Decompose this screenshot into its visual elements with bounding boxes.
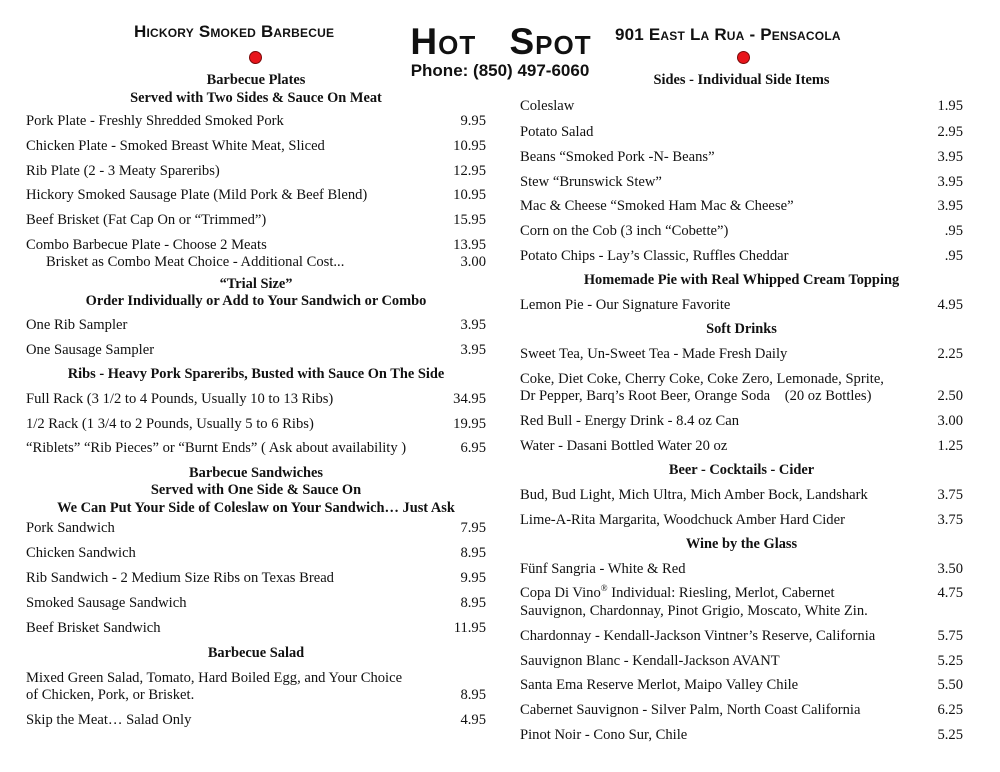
menu-item	[520, 585, 963, 620]
menu-item	[26, 595, 486, 613]
item-name: Mixed Green Salad, Tomato, Hard Boiled Egg, and Your Choice of Chicken, Pork, or Brisket.	[26, 669, 403, 704]
item-name: Sweet Tea, Un-Sweet Tea - Made Fresh Daily	[520, 345, 788, 362]
item-name: Beef Brisket (Fat Cap On or “Trimmed”)	[26, 212, 267, 229]
item-name: Lime-A-Rita Margarita, Woodchuck Amber Hard Cider	[520, 511, 845, 528]
item-name: Potato Salad	[520, 124, 594, 140]
item-name: Full Rack (3 1/2 to 4 Pounds, Usually 10 to 13 Ribs)	[26, 390, 334, 407]
menu-item	[520, 174, 963, 192]
item-name: Potato Chips - Lay’s Classic, Ruffles Cheddar	[520, 247, 789, 264]
red-dot-icon	[249, 51, 262, 64]
item-name: Santa Ema Reserve Merlot, Maipo Valley Chile	[520, 677, 799, 694]
section-barbecue-salad	[26, 645, 486, 729]
item-price: 9.95	[460, 569, 486, 586]
section-heading: “Trial Size”	[219, 275, 293, 292]
item-name: Chicken Plate - Smoked Breast White Meat, Sliced	[26, 137, 325, 154]
item-name: Pork Sandwich	[26, 520, 115, 537]
section-wine	[520, 536, 963, 744]
menu-item	[26, 342, 486, 360]
left-tagline: Hickory Smoked Barbecue	[134, 22, 335, 41]
menu-item	[520, 487, 963, 505]
item-price: 11.95	[453, 619, 486, 636]
item-name: Rib Sandwich - 2 Medium Size Ribs on Texas Bread	[26, 569, 334, 586]
item-name: Sauvignon Blanc - Kendall-Jackson AVANT	[520, 652, 780, 669]
menu-item	[520, 124, 963, 142]
item-name: One Rib Sampler	[26, 316, 128, 333]
item-price: 2.25	[937, 345, 963, 362]
section-barbecue-plates	[26, 72, 486, 272]
item-name	[520, 585, 868, 620]
menu-item	[520, 98, 963, 116]
item-price: 19.95	[453, 415, 486, 432]
item-price: 13.95	[453, 236, 486, 253]
item-price: 8.95	[460, 687, 486, 704]
item-name: Smoked Sausage Sandwich	[26, 594, 187, 611]
item-price: 3.95	[460, 316, 486, 333]
section-heading: Barbecue Plates	[206, 72, 306, 88]
section-ribs	[26, 366, 486, 458]
item-name: Corn on the Cob (3 inch “Cobette”)	[520, 223, 729, 240]
item-name: Pork Plate - Freshly Shredded Smoked Pork	[26, 113, 284, 129]
item-name: 1/2 Rack (1 3/4 to 2 Pounds, Usually 5 to 6 Ribs)	[26, 415, 314, 432]
right-menu-column	[520, 72, 963, 744]
item-name: Bud, Bud Light, Mich Ultra, Mich Amber Bock, Landshark	[520, 486, 868, 503]
section-sides	[520, 72, 963, 265]
menu-item	[520, 628, 963, 646]
item-price: 9.95	[460, 113, 486, 129]
menu-item	[26, 570, 486, 588]
item-price: 3.00	[460, 254, 486, 271]
item-price: 3.75	[937, 486, 963, 503]
menu-item	[26, 620, 486, 638]
menu-item	[26, 163, 486, 181]
left-menu-column	[26, 72, 486, 729]
item-name: Coleslaw	[520, 97, 575, 114]
item-price: 5.50	[937, 677, 963, 694]
item-price: 5.25	[937, 726, 963, 743]
item-name: Hickory Smoked Sausage Plate (Mild Pork & Beef Blend)	[26, 187, 368, 204]
item-name: Lemon Pie - Our Signature Favorite	[520, 296, 731, 313]
item-name: Rib Plate (2 - 3 Meaty Spareribs)	[26, 162, 220, 179]
item-name-brand: Copa Di Vino	[520, 585, 601, 602]
item-price: 6.25	[937, 702, 963, 719]
menu-item	[520, 223, 963, 241]
menu-item	[520, 727, 963, 745]
section-heading: Barbecue Salad	[207, 645, 305, 662]
section-note: We Can Put Your Side of Coleslaw on Your Sandwich… Just Ask	[57, 499, 455, 516]
item-name: One Sausage Sampler	[26, 341, 155, 358]
menu-item	[520, 297, 963, 315]
section-pie	[520, 272, 963, 314]
item-price: 6.95	[460, 440, 486, 457]
menu-item	[520, 248, 963, 266]
section-heading: Wine by the Glass	[685, 536, 798, 553]
item-price: .95	[944, 223, 963, 240]
menu-item	[520, 677, 963, 695]
item-name: Combo Barbecue Plate - Choose 2 Meats	[26, 236, 267, 253]
item-name: Pinot Noir - Cono Sur, Chile	[520, 726, 688, 743]
menu-item	[520, 561, 963, 579]
item-price: 3.95	[937, 198, 963, 215]
menu-item-addon	[26, 254, 486, 272]
address-tagline: 901 East La Rua - Pensacola	[615, 25, 841, 44]
menu-item	[520, 512, 963, 530]
item-name: Red Bull - Energy Drink - 8.4 oz Can	[520, 413, 740, 430]
section-heading: Ribs - Heavy Pork Spareribs, Busted with Sauce On The Side	[67, 366, 445, 383]
section-subheading: Order Individually or Add to Your Sandwich or Combo	[85, 293, 427, 310]
item-name: Stew “Brunswick Stew”	[520, 173, 662, 190]
menu-item	[520, 702, 963, 720]
menu-item	[520, 149, 963, 167]
item-price: 1.25	[937, 437, 963, 454]
item-name: Coke, Diet Coke, Cherry Coke, Coke Zero, Lemonade, Sprite, Dr Pepper, Barq’s Root Beer, Orange Soda (20 oz Bottles)	[520, 370, 884, 405]
item-price: 4.95	[937, 296, 963, 313]
item-price: 3.95	[937, 148, 963, 165]
menu-item	[26, 670, 486, 705]
item-name: Chardonnay - Kendall-Jackson Vintner’s Reserve, California	[520, 627, 876, 644]
item-price: 15.95	[453, 212, 486, 229]
item-price: .95	[944, 247, 963, 264]
item-name-detail: Individual: Riesling, Merlot, Cabernet Sauvignon, Chardonnay, Pinot Grigio, Moscato, White Zin.	[520, 585, 868, 619]
section-heading: Barbecue Sandwiches	[189, 464, 323, 481]
menu-item	[520, 198, 963, 216]
menu-item	[520, 653, 963, 671]
red-dot-icon	[737, 51, 750, 64]
menu-item	[26, 212, 486, 230]
item-name: Chicken Sandwich	[26, 545, 136, 562]
restaurant-title: Hot Spot	[410, 21, 592, 62]
item-name: Beans “Smoked Pork -N- Beans”	[520, 148, 715, 165]
section-heading: Sides - Individual Side Items	[653, 72, 830, 88]
menu-item	[26, 237, 486, 255]
item-name: Brisket as Combo Meat Choice - Additional Cost...	[46, 254, 345, 271]
section-trial-size	[26, 276, 486, 359]
section-soft-drinks	[520, 321, 963, 455]
item-name: Fünf Sangria - White & Red	[520, 560, 686, 577]
section-beer-cocktails-cider	[520, 462, 963, 529]
menu-item	[520, 346, 963, 364]
item-price: 10.95	[453, 137, 486, 154]
item-name: Mac & Cheese “Smoked Ham Mac & Cheese”	[520, 198, 794, 215]
item-price: 4.95	[460, 711, 486, 728]
menu-item	[26, 440, 486, 458]
item-price: 3.75	[937, 511, 963, 528]
item-name: “Riblets” “Rib Pieces” or “Burnt Ends” ( Ask about availability )	[26, 440, 407, 457]
menu-item	[26, 391, 486, 409]
menu-item	[26, 113, 486, 131]
item-price: 8.95	[460, 545, 486, 562]
item-price: 34.95	[453, 390, 486, 407]
item-price: 5.25	[937, 652, 963, 669]
item-name: Cabernet Sauvignon - Silver Palm, North Coast California	[520, 702, 861, 719]
item-price: 3.95	[460, 341, 486, 358]
menu-item	[26, 545, 486, 563]
section-heading: Homemade Pie with Real Whipped Cream Topping	[583, 272, 900, 289]
item-price: 4.75	[937, 585, 963, 602]
phone-number: Phone: (850) 497-6060	[410, 61, 590, 80]
menu-item	[26, 317, 486, 335]
item-price: 1.95	[937, 97, 963, 114]
item-price: 3.95	[937, 173, 963, 190]
item-price: 7.95	[460, 520, 486, 537]
menu-item	[26, 416, 486, 434]
menu-item	[26, 520, 486, 538]
item-price: 2.50	[937, 388, 963, 405]
section-subheading: Served with One Side & Sauce On	[150, 482, 362, 499]
section-barbecue-sandwiches	[26, 465, 486, 637]
item-name: Water - Dasani Bottled Water 20 oz	[520, 437, 728, 454]
item-price: 8.95	[460, 594, 486, 611]
item-name: Skip the Meat… Salad Only	[26, 711, 192, 728]
menu-item	[26, 187, 486, 205]
section-subheading: Served with Two Sides & Sauce On Meat	[130, 89, 382, 106]
menu-item	[26, 138, 486, 156]
menu-item	[520, 371, 963, 406]
registered-mark: ®	[600, 583, 608, 594]
section-heading: Beer - Cocktails - Cider	[668, 462, 815, 479]
item-price: 3.00	[937, 413, 963, 430]
item-price: 10.95	[453, 187, 486, 204]
item-price: 5.75	[937, 627, 963, 644]
item-price: 2.95	[937, 124, 963, 140]
menu-item	[520, 413, 963, 431]
item-price: 3.50	[937, 560, 963, 577]
section-heading: Soft Drinks	[706, 321, 777, 338]
item-name: Beef Brisket Sandwich	[26, 619, 161, 636]
menu-item	[26, 712, 486, 730]
item-price: 12.95	[453, 162, 486, 179]
menu-item	[520, 438, 963, 456]
